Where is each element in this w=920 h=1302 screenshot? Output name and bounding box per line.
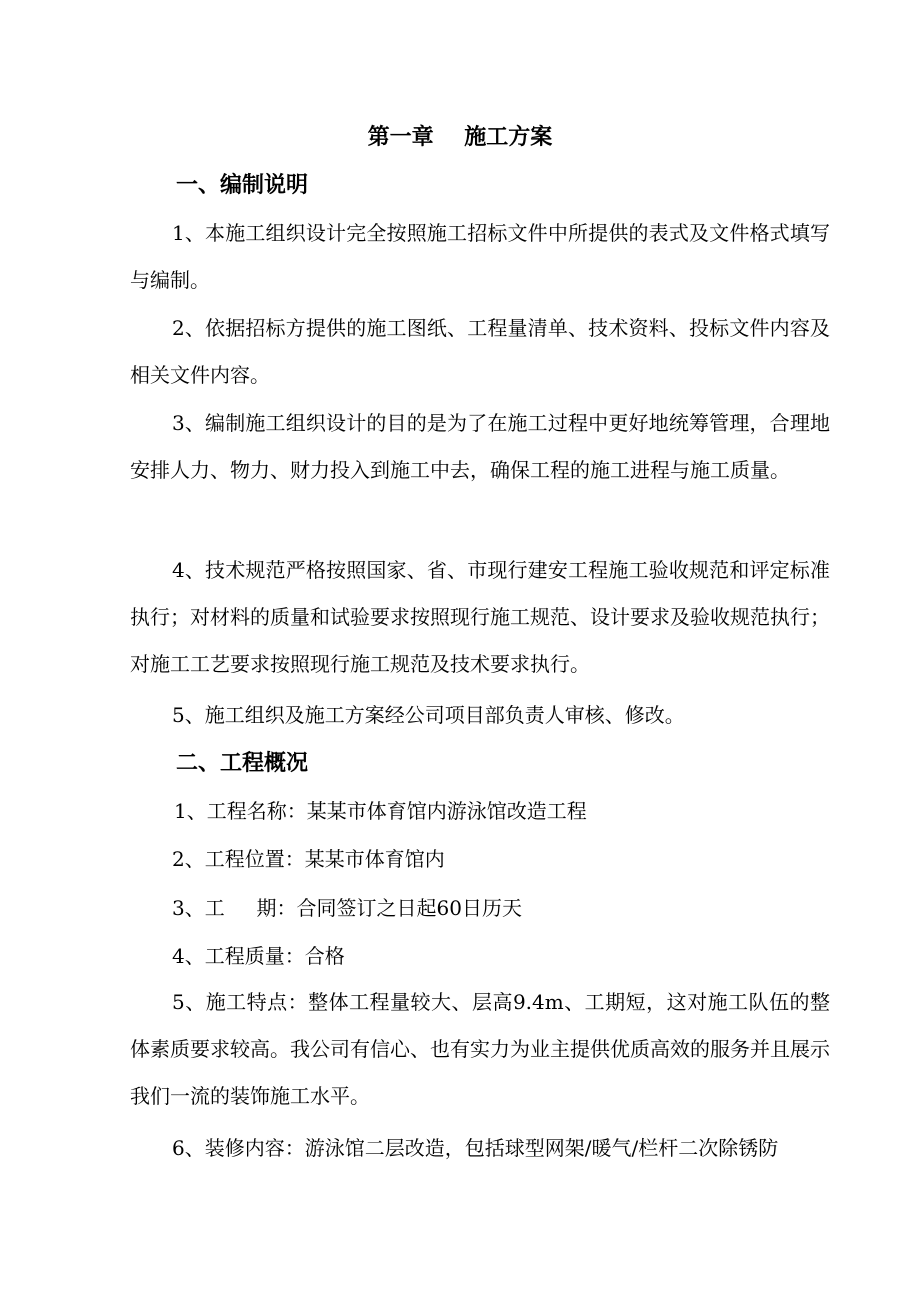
decoration-content: 6、装修内容：游泳馆二层改造，包括球型网架/暖气/栏杆二次除锈防 (172, 1136, 779, 1160)
construction-features: 5、施工特点：整体工程量较大、层高9.4m、工期短，这对施工队伍的整体素质要求较高。我公司有信心、也有实力为业主提供优质高效的服务并且展示我们一流的装饰施工水平。 (130, 990, 830, 1108)
compilation-note-2: 2、依据招标方提供的施工图纸、工程量清单、技术资料、投标文件内容及相关文件内容。 (130, 316, 830, 387)
compilation-note-4: 4、技术规范严格按照国家、省、市现行建安工程施工验收规范和评定标准执行；对材料的质量和试验要求按照现行施工规范、设计要求及验收规范执行；对施工工艺要求按照现行施工规范及技术要求执行。 (130, 558, 830, 676)
project-name: 1、工程名称：某某市体育馆内游泳馆改造工程 (174, 799, 587, 823)
project-location: 2、工程位置：某某市体育馆内 (172, 847, 445, 871)
project-quality: 4、工程质量：合格 (172, 944, 345, 968)
compilation-note-5: 5、施工组织及施工方案经公司项目部负责人审核、修改。 (172, 703, 685, 727)
compilation-note-1: 1、本施工组织设计完全按照施工招标文件中所提供的表式及文件格式填写与编制。 (130, 221, 830, 292)
chapter-title: 第一章 施工方案 (367, 124, 553, 150)
project-duration: 3、工 期：合同签订之日起60日历天 (172, 896, 522, 920)
section-heading-project-overview: 二、工程概况 (176, 750, 309, 776)
compilation-note-3: 3、编制施工组织设计的目的是为了在施工过程中更好地统筹管理，合理地安排人力、物力、财力投入到施工中去，确保工程的施工进程与施工质量。 (130, 411, 830, 482)
section-heading-compilation-notes: 一、编制说明 (176, 172, 309, 198)
